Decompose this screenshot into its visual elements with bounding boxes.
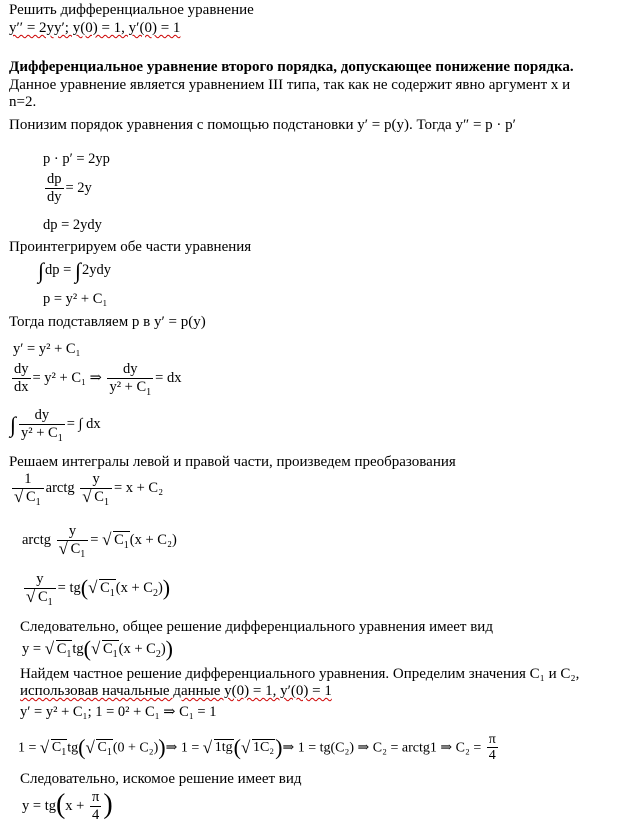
formula-general-solution: y = √ $C_1tg(√$ $C_1(x + C_2)$) <box>22 638 173 660</box>
formula-c1: y′ = y² + C₁; 1 = 0² + C₁ ⇒ C₁ = 1 <box>20 704 217 720</box>
task-title: Решить дифференциальное уравнение <box>9 2 254 18</box>
formula-dp-dy: $\frac{dp}{dy}$ = 2y <box>47 171 92 205</box>
given-equation: y′′ = 2yy′; y(0) = 1, y′(0) = 1 <box>9 20 181 36</box>
integrate-text: Проинтегрируем обе части уравнения <box>9 239 252 255</box>
formula-integral-separated: ∫ $\frac{dy}{y^2 + C_1}$ = ∫ dx <box>10 407 101 444</box>
final-solution-text: Следовательно, искомое решение имеет вид <box>20 771 302 787</box>
formula-c2: 1 = √ $C_1tg(√$ $C_1(0$ + C₂))⇒ 1 = √ 1tg(√ 1C₂)⇒ 1 = tg(C₂) ⇒ C₂ = arctg1 ⇒ C₂ = $\frac{\pi}{4}$ <box>18 732 500 764</box>
particular-text-1: Найдем частное решение дифференциального уравнения. Определим значения C₁ и C₂, <box>20 666 580 682</box>
formula-final-solution: y = tg(x + $\frac{\pi}{4}$ ) <box>22 789 113 823</box>
particular-text-2: использовав начальные данные y(0) = 1, y′(0) = 1 <box>20 683 332 699</box>
general-solution-text: Следовательно, общее решение дифференциального уравнения имеет вид <box>20 619 493 635</box>
solve-integrals-text: Решаем интегралы левой и правой части, произведем преобразования <box>9 454 456 470</box>
formula-integral-dp: ∫dp = ∫2ydy <box>38 258 111 283</box>
formula-p: p = y² + C₁ <box>43 291 108 307</box>
formula-tg: y √ $C_1$ = tg(√ $C_1(x + C_2)$) <box>22 572 170 606</box>
formula-pp: p · p′ = 2yp <box>43 151 110 167</box>
type-line-2: n=2. <box>9 94 37 110</box>
formula-yprime: y′ = y² + C₁ <box>13 341 81 357</box>
substitute-text: Тогда подставляем p в y′ = p(y) <box>9 314 206 330</box>
formula-dp-2ydy: dp = 2ydy <box>43 217 102 233</box>
formula-arctg-2: arctg y √ $C_1$ = √ $C_1(x + C_2)$ <box>22 524 177 558</box>
formula-arctg-1: 1 √ $C_1$ arctg y √ $C_1$ = x + C₂ <box>10 472 163 506</box>
formula-dy-dx: $\frac{dy}{dx}$ = y² + C₁ ⇒ $\frac{dy}{y^2 + C_1}$ = dx <box>14 361 182 398</box>
substitution-line: Понизим порядок уравнения с помощью подстановки y′ = p(y). Тогда y″ = p · p′ <box>9 117 516 133</box>
section-heading: Дифференциальное уравнение второго порядка, допускающее понижение порядка. <box>9 59 574 75</box>
type-line-1: Данное уравнение является уравнением III типа, так как не содержит явно аргумент x и <box>9 77 571 93</box>
